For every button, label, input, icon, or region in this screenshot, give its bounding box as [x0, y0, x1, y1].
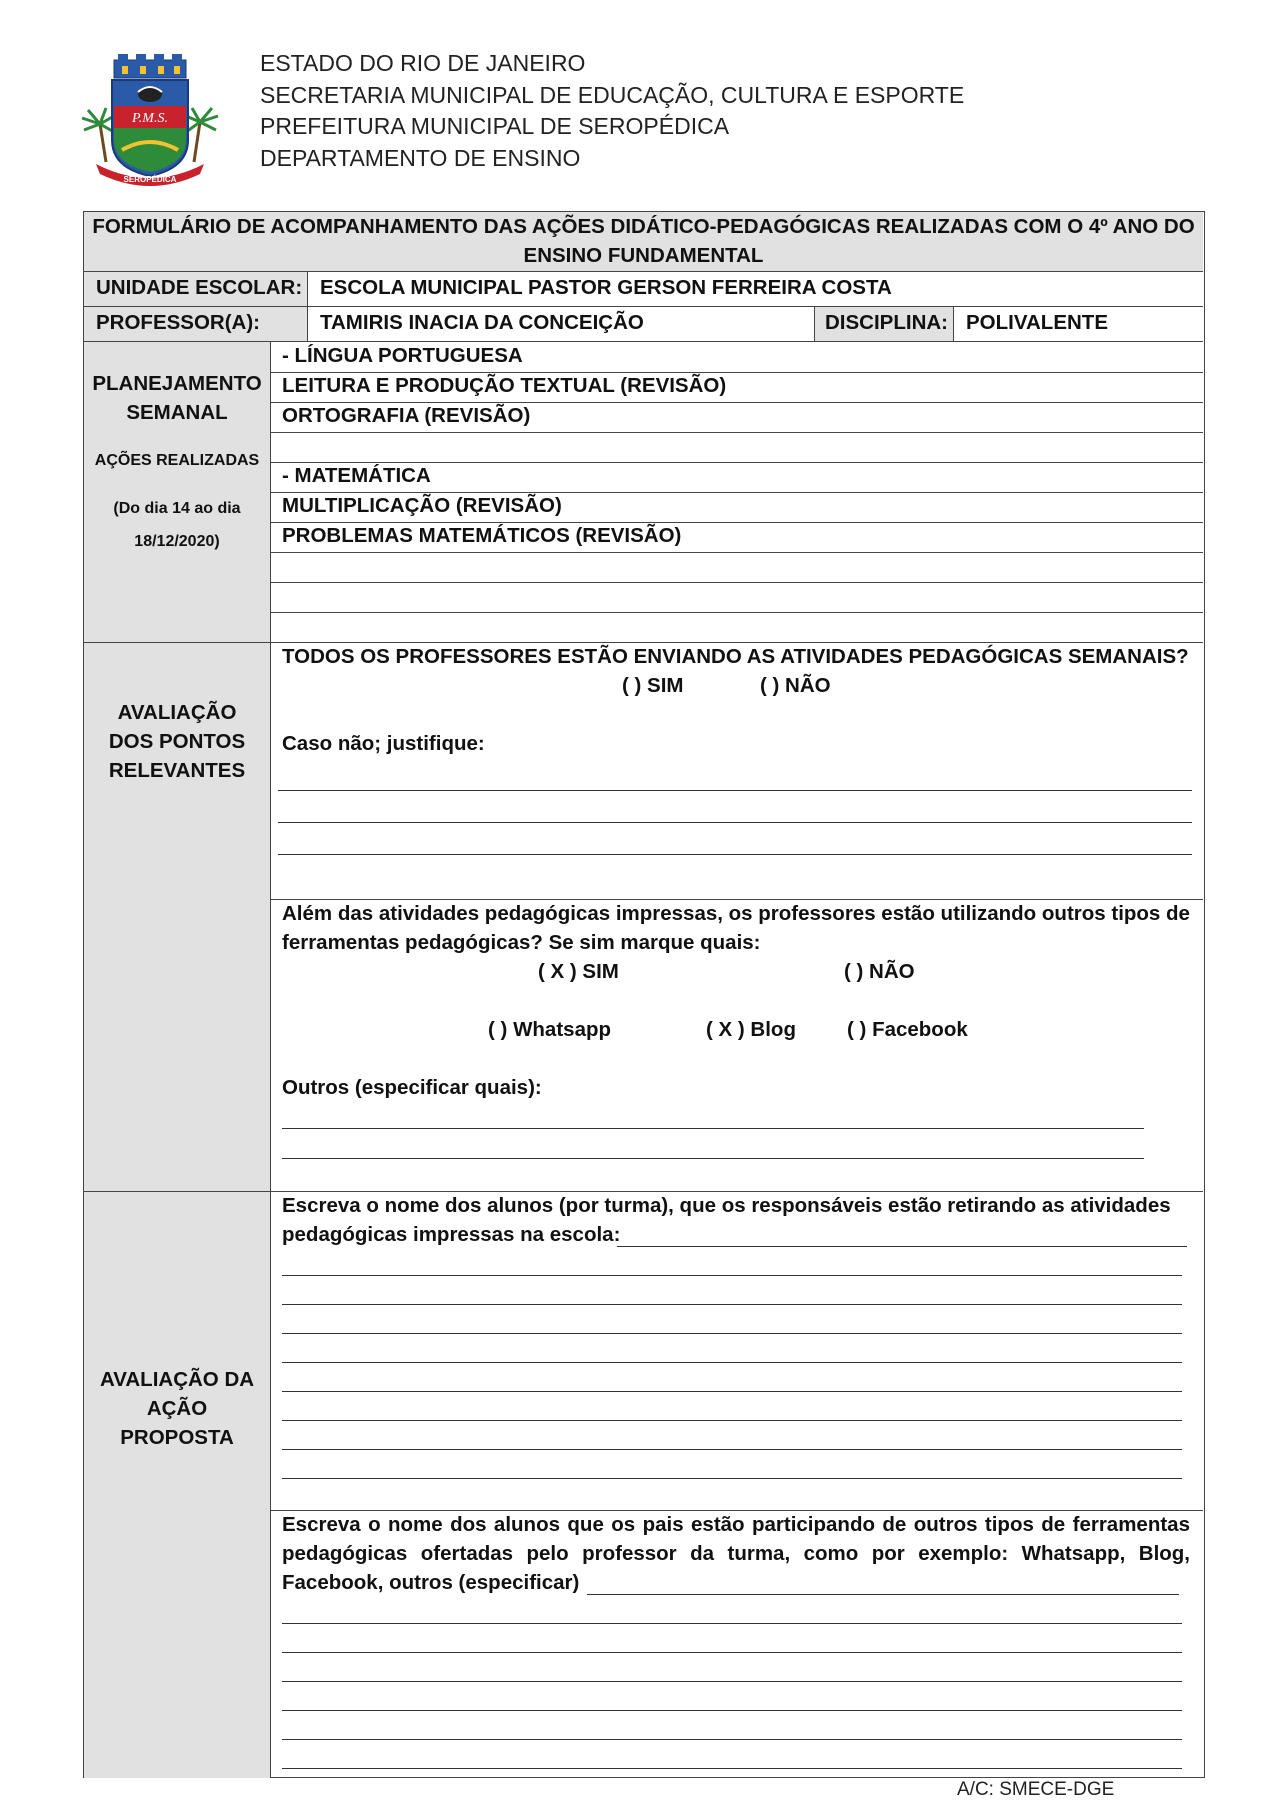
header-line-prefecture: PREFEITURA MUNICIPAL DE SEROPÉDICA [260, 113, 730, 139]
monitoring-form [83, 211, 1205, 1778]
logo-ribbon-text: SEROPÉDICA [123, 175, 177, 184]
q4-answer-line[interactable] [282, 1623, 1182, 1624]
avaliacao-acao-line1: AVALIAÇÃO DA [99, 1368, 255, 1391]
q4-answer-line[interactable] [282, 1768, 1182, 1769]
divider [270, 462, 1203, 463]
tool-facebook-checkbox[interactable] [847, 1018, 968, 1042]
q4-line1: Escreva o nome dos alunos que os pais estão participando de outros tipos de ferramentas [282, 1513, 1190, 1536]
q4-line2: pedagógicas ofertadas pelo professor da turma, como por exemplo: Whatsapp, Blog, [282, 1542, 1190, 1565]
right-palm-icon [186, 108, 218, 162]
q3-answer-line[interactable] [282, 1449, 1182, 1450]
unidade-value: ESCOLA MUNICIPAL PASTOR GERSON FERREIRA COSTA [320, 276, 892, 299]
header-line-secretariat: SECRETARIA MUNICIPAL DE EDUCAÇÃO, CULTURA E ESPORTE [260, 81, 965, 108]
tool-mark: ( ) [847, 1018, 867, 1041]
q3-answer-line[interactable] [282, 1362, 1182, 1363]
professor-value: TAMIRIS INACIA DA CONCEIÇÃO [320, 311, 644, 334]
divider [307, 307, 308, 341]
divider [814, 307, 815, 341]
q2-nao-checkbox[interactable]: ( ) NÃO [844, 960, 915, 983]
planejamento-row: - MATEMÁTICA [282, 464, 431, 487]
avaliacao-pontos-label-cell [84, 643, 270, 1191]
q1-nao-checkbox[interactable]: ( ) NÃO [760, 674, 831, 697]
q1-sim-checkbox[interactable]: ( ) SIM [622, 674, 684, 697]
divider [270, 432, 1203, 433]
q3-answer-line[interactable] [282, 1304, 1182, 1305]
footer-ac: A/C: SMECE-DGE [957, 1779, 1115, 1800]
unidade-label-cell [84, 272, 307, 306]
form-title-line1: FORMULÁRIO DE ACOMPANHAMENTO DAS AÇÕES DIDÁTICO-PEDAGÓGICAS REALIZADAS COM O 4º ANO DO [92, 215, 1195, 238]
q3-answer-line[interactable] [282, 1333, 1182, 1334]
periodo-line2: 18/12/2020) [134, 533, 220, 550]
avaliacao-pontos-line3: RELEVANTES [108, 759, 246, 782]
avaliacao-pontos-line1: AVALIAÇÃO [117, 701, 237, 724]
avaliacao-acao-line2: AÇÃO [146, 1397, 208, 1420]
avaliacao-acao-line3: PROPOSTA [120, 1426, 234, 1449]
outros-answer-line[interactable] [282, 1158, 1144, 1159]
divider [270, 492, 1203, 493]
q3-answer-line[interactable] [282, 1391, 1182, 1392]
question-teachers-sending: TODOS OS PROFESSORES ESTÃO ENVIANDO AS ATIVIDADES PEDAGÓGICAS SEMANAIS? [282, 645, 1189, 668]
outros-label: Outros (especificar quais): [282, 1076, 542, 1099]
unidade-label: UNIDADE ESCOLAR: [96, 276, 303, 299]
avaliacao-pontos-line2: DOS PONTOS [108, 730, 246, 753]
q4-line3: Facebook, outros (especificar) [282, 1571, 580, 1594]
q4-answer-line[interactable] [587, 1594, 1179, 1595]
acoes-realizadas-label: AÇÕES REALIZADAS [94, 452, 260, 469]
q1-justify-label: Caso não; justifique: [282, 732, 485, 755]
outros-answer-line[interactable] [282, 1128, 1144, 1129]
disciplina-label: DISCIPLINA: [825, 311, 948, 334]
professor-label-cell [84, 307, 307, 341]
header-line-state: ESTADO DO RIO DE JANEIRO [260, 50, 586, 76]
q2-line1: Além das atividades pedagógicas impressas, os professores estão utilizando outros tipos de [282, 902, 1190, 925]
left-palm-icon [82, 108, 114, 162]
form-title-cell [84, 212, 1203, 271]
justify-answer-line[interactable] [278, 790, 1192, 791]
q2-sim-checkbox[interactable]: ( X ) SIM [538, 960, 619, 983]
divider [307, 272, 308, 306]
q3-answer-line[interactable] [282, 1478, 1182, 1479]
header-lines [260, 48, 964, 174]
divider [270, 899, 1203, 900]
mural-crown-icon [114, 54, 186, 78]
tool-label: Whatsapp [513, 1018, 612, 1041]
tool-mark: ( ) [488, 1018, 508, 1041]
q3-line1: Escreva o nome dos alunos (por turma), que os responsáveis estão retirando as atividades [282, 1194, 1171, 1217]
q3-answer-line[interactable] [282, 1275, 1182, 1276]
q4-answer-line[interactable] [282, 1652, 1182, 1653]
tool-whatsapp-checkbox[interactable] [488, 1018, 611, 1042]
q3-answer-line[interactable] [617, 1246, 1187, 1247]
q4-answer-line[interactable] [282, 1710, 1182, 1711]
tool-label: Facebook [872, 1018, 968, 1041]
disciplina-label-cell [814, 307, 953, 341]
divider [270, 1510, 1203, 1511]
divider [270, 402, 1203, 403]
divider [953, 307, 954, 341]
periodo-line1: (Do dia 14 ao dia [113, 500, 241, 517]
justify-answer-line[interactable] [278, 854, 1192, 855]
logo-text: P.M.S. [132, 111, 168, 126]
q3-answer-line[interactable] [282, 1420, 1182, 1421]
divider [270, 612, 1203, 613]
planejamento-row: ORTOGRAFIA (REVISÃO) [282, 404, 531, 427]
q3-line2: pedagógicas impressas na escola: [282, 1223, 621, 1246]
q4-answer-line[interactable] [282, 1739, 1182, 1740]
divider [270, 582, 1203, 583]
tool-mark: ( X ) [706, 1018, 745, 1041]
header-line-department: DEPARTAMENTO DE ENSINO [260, 144, 581, 171]
left-column-divider [270, 342, 271, 1778]
q2-line2: ferramentas pedagógicas? Se sim marque quais: [282, 931, 761, 954]
document-header [0, 0, 1280, 200]
divider [270, 522, 1203, 523]
avaliacao-acao-label-cell [84, 1192, 270, 1778]
divider [270, 552, 1203, 553]
q4-answer-line[interactable] [282, 1681, 1182, 1682]
disciplina-value: POLIVALENTE [966, 311, 1108, 334]
planejamento-row: PROBLEMAS MATEMÁTICOS (REVISÃO) [282, 524, 682, 547]
planejamento-label-line1: PLANEJAMENTO [92, 372, 262, 395]
divider [270, 372, 1203, 373]
planejamento-row: LEITURA E PRODUÇÃO TEXTUAL (REVISÃO) [282, 374, 727, 397]
form-title-line2: ENSINO FUNDAMENTAL [523, 244, 764, 267]
justify-answer-line[interactable] [278, 822, 1192, 823]
tool-blog-checkbox[interactable] [706, 1018, 796, 1042]
seropedica-coat-of-arms-logo [78, 52, 223, 187]
planejamento-row: - LÍNGUA PORTUGUESA [282, 344, 523, 367]
planejamento-label-line2: SEMANAL [126, 401, 228, 424]
planejamento-label-cell [84, 342, 270, 642]
tool-label: Blog [750, 1018, 796, 1041]
professor-label: PROFESSOR(A): [96, 311, 260, 334]
planejamento-row: MULTIPLICAÇÃO (REVISÃO) [282, 494, 562, 517]
